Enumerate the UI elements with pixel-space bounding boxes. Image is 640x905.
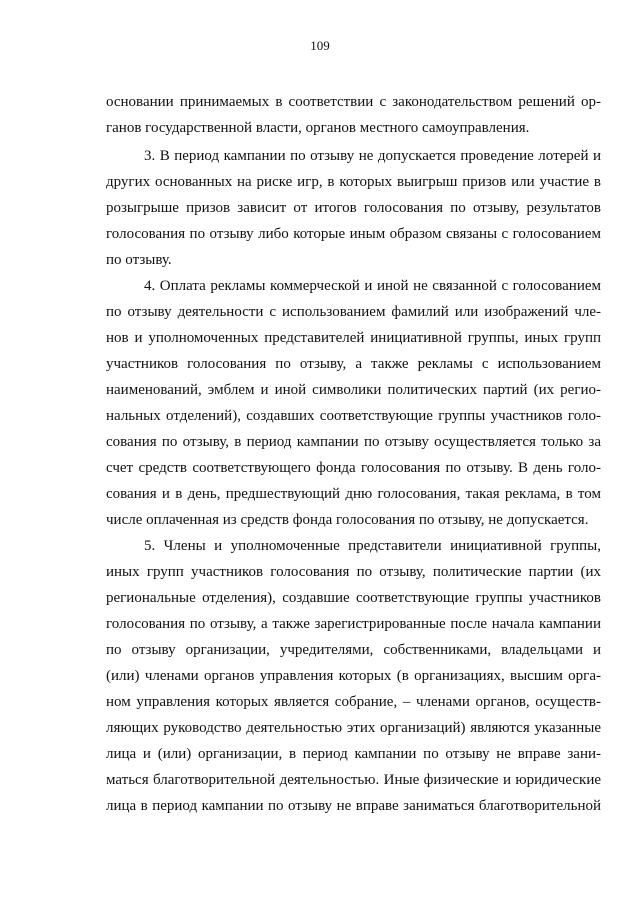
text-line: голосования по отзыву, а также зарегистрированные после начала кампании [106, 616, 601, 632]
text-line: сования и в день, предшествующий дню голосования, такая реклама, в том [106, 486, 601, 502]
text-line: нов и уполномоченных представителей инициативной группы, иных групп [106, 330, 601, 346]
paragraph-start-line: 3. В период кампании по отзыву не допускается проведение лотерей и [144, 148, 601, 164]
paragraph-start-line: 5. Члены и уполномоченные представители инициативной группы, [144, 538, 601, 554]
page-number: 109 [310, 38, 330, 53]
text-line: ганов государственной власти, органов местного самоуправления. [106, 120, 530, 136]
text-line: региональные отделения), создавшие соответствующие группы участников [106, 590, 601, 606]
text-line: иных групп участников голосования по отзыву, политические партии (их [106, 564, 601, 580]
paragraph-start-line: 4. Оплата рекламы коммерческой и иной не связанной с голосованием [144, 278, 601, 294]
text-line: розыгрыше призов зависит от итогов голосования по отзыву, результатов [106, 200, 601, 216]
text-line: сования по отзыву, в период кампании по отзыву осуществляется только за [106, 434, 601, 450]
text-line: по отзыву организации, учредителями, собственниками, владельцами и [106, 642, 601, 658]
text-line: основании принимаемых в соответствии с законодательством решений ор- [106, 94, 601, 110]
text-line: наименований, эмблем и иной символики политических партий (их регио- [106, 382, 601, 398]
text-line: нальных отделений), создавших соответствующие группы участников голо- [106, 408, 601, 424]
text-line: по отзыву деятельности с использованием фамилий или изображений чле- [106, 304, 601, 320]
text-line: (или) членами органов управления которых (в организациях, высшим орга- [106, 668, 601, 684]
text-line: голосования по отзыву либо которые иным образом связаны с голосованием [106, 226, 601, 242]
text-line: лица в период кампании по отзыву не вправе заниматься благотворительной [106, 798, 601, 814]
text-line: участников голосования по отзыву, а также рекламы с использованием [106, 356, 601, 372]
text-line: маться благотворительной деятельностью. Иные физические и юридические [106, 772, 601, 788]
text-line: ляющих руководство деятельностью этих организаций) являются указанные [106, 720, 601, 736]
text-line: ном управления которых является собрание, – членами органов, осуществ- [106, 694, 601, 710]
text-line: лица и (или) организации, в период кампании по отзыву не вправе зани- [106, 746, 601, 762]
text-line: по отзыву. [106, 252, 172, 268]
text-line: счет средств соответствующего фонда голосования по отзыву. В день голо- [106, 460, 601, 476]
text-line: других основанных на риске игр, в которых выигрыш призов или участие в [106, 174, 601, 190]
text-line: числе оплаченная из средств фонда голосования по отзыву, не допускается. [106, 512, 589, 528]
